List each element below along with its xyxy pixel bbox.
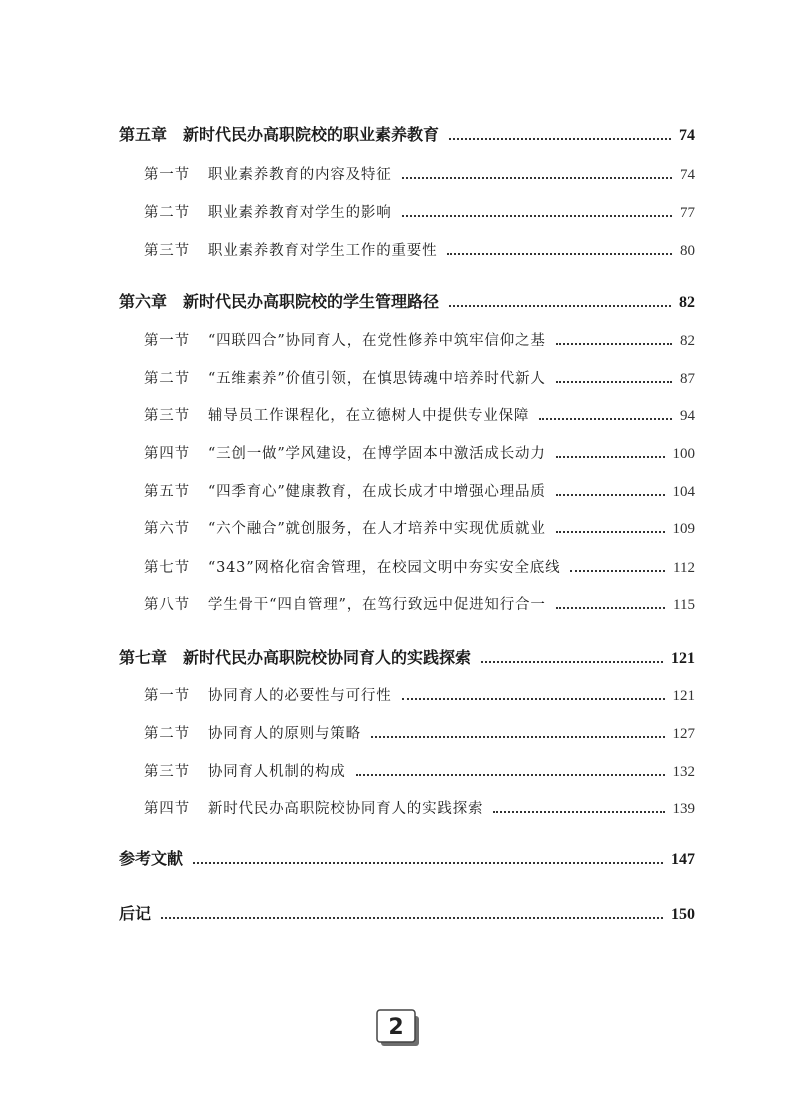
toc-chapter-7[interactable] [119,646,695,668]
dot-leader [556,494,665,496]
section-number: 第三节 [144,408,190,424]
section-title: 协同育人的必要性与可行性 [207,688,392,704]
section-title: “三创一做”学风建设，在博学固本中激活成长动力 [207,446,546,462]
toc-chapter-6[interactable] [119,290,695,312]
dot-leader [556,531,665,533]
section-page-number: 77 [680,205,695,221]
dot-leader [161,917,663,919]
dot-leader [356,774,665,776]
section-page-number: 115 [673,597,695,613]
section-page-number: 100 [672,446,695,462]
section-page-number: 139 [672,801,695,817]
afterword-page-number: 150 [671,906,695,923]
section-title: 新时代民办高职院校协同育人的实践探索 [207,801,484,817]
section-title: 协同育人的原则与策略 [207,726,361,742]
toc-section[interactable] [144,759,695,781]
chapter-title: 新时代民办高职院校的学生管理路径 [183,292,440,311]
references-title: 参考文献 [119,849,184,868]
chapter-title: 新时代民办高职院校的职业素养教育 [183,125,440,144]
section-number: 第六节 [144,521,190,537]
dot-leader [556,607,665,609]
chapter-page-number: 121 [671,650,695,667]
section-page-number: 127 [672,726,695,742]
dot-leader [402,215,672,217]
references-page-number: 147 [671,851,695,868]
dot-leader [449,138,671,140]
section-page-number: 74 [680,167,695,183]
dot-leader [556,456,665,458]
section-number: 第二节 [144,726,190,742]
page-number-badge [373,1008,423,1048]
section-page-number: 112 [673,560,695,576]
chapter-title: 新时代民办高职院校协同育人的实践探索 [183,648,472,667]
toc-section[interactable] [144,683,695,705]
section-number: 第八节 [144,597,190,613]
dot-leader [449,305,671,307]
section-number: 第七节 [144,560,190,576]
dot-leader [481,661,663,663]
dot-leader [193,862,663,864]
dot-leader [556,381,672,383]
section-page-number: 87 [680,371,695,387]
section-number: 第四节 [144,801,190,817]
section-title: 学生骨干“四自管理”，在笃行致远中促进知行合一 [207,597,546,613]
section-number: 第四节 [144,446,190,462]
toc-section[interactable] [144,721,695,743]
dot-leader [539,418,672,420]
section-number: 第二节 [144,205,190,221]
section-number: 第一节 [144,167,190,183]
section-title: 职业素养教育对学生的影响 [207,205,392,221]
afterword-title: 后记 [119,904,152,923]
toc-section[interactable] [144,366,695,388]
dot-leader [447,253,672,255]
chapter-number: 第六章 [119,292,168,311]
section-page-number: 82 [680,333,695,349]
section-number: 第一节 [144,688,190,704]
section-number: 第三节 [144,764,190,780]
section-number: 第三节 [144,243,190,259]
toc-afterword[interactable] [119,902,695,924]
dot-leader [402,698,665,700]
toc-section[interactable] [144,328,695,350]
toc-section[interactable] [144,796,695,818]
section-page-number: 104 [672,484,695,500]
toc-section[interactable] [144,516,695,538]
dot-leader [570,570,665,572]
section-title: “四联四合”协同育人，在党性修养中筑牢信仰之基 [207,333,546,349]
section-page-number: 80 [680,243,695,259]
section-number: 第二节 [144,371,190,387]
section-page-number: 94 [680,408,695,424]
toc-section[interactable] [144,592,695,614]
section-number: 第一节 [144,333,190,349]
toc-section[interactable] [144,162,695,184]
section-title: “六个融合”就创服务，在人才培养中实现优质就业 [207,521,546,537]
chapter-number: 第五章 [119,125,168,144]
section-page-number: 132 [672,764,695,780]
section-page-number: 121 [672,688,695,704]
toc-section[interactable] [144,403,695,425]
page-number: 2 [388,1015,404,1040]
dot-leader [556,343,672,345]
section-title: 辅导员工作课程化，在立德树人中提供专业保障 [207,408,530,424]
chapter-number: 第七章 [119,648,168,667]
section-title: “五维素养”价值引领，在慎思铸魂中培养时代新人 [207,371,546,387]
section-number: 第五节 [144,484,190,500]
section-title: 职业素养教育的内容及特征 [207,167,392,183]
toc-section[interactable] [144,479,695,501]
toc-chapter-5[interactable] [119,123,695,145]
chapter-page-number: 82 [679,294,695,311]
section-title: “343”网格化宿舍管理，在校园文明中夯实安全底线 [207,560,561,576]
toc-references[interactable] [119,847,695,869]
toc-section[interactable] [144,555,695,577]
dot-leader [371,736,665,738]
section-page-number: 109 [672,521,695,537]
dot-leader [493,811,664,813]
section-title: 职业素养教育对学生工作的重要性 [207,243,438,259]
section-title: “四季育心”健康教育，在成长成才中增强心理品质 [207,484,546,500]
chapter-page-number: 74 [679,127,695,144]
toc-section[interactable] [144,200,695,222]
toc-section[interactable] [144,441,695,463]
toc-section[interactable] [144,238,695,260]
section-title: 协同育人机制的构成 [207,764,346,780]
dot-leader [402,177,672,179]
